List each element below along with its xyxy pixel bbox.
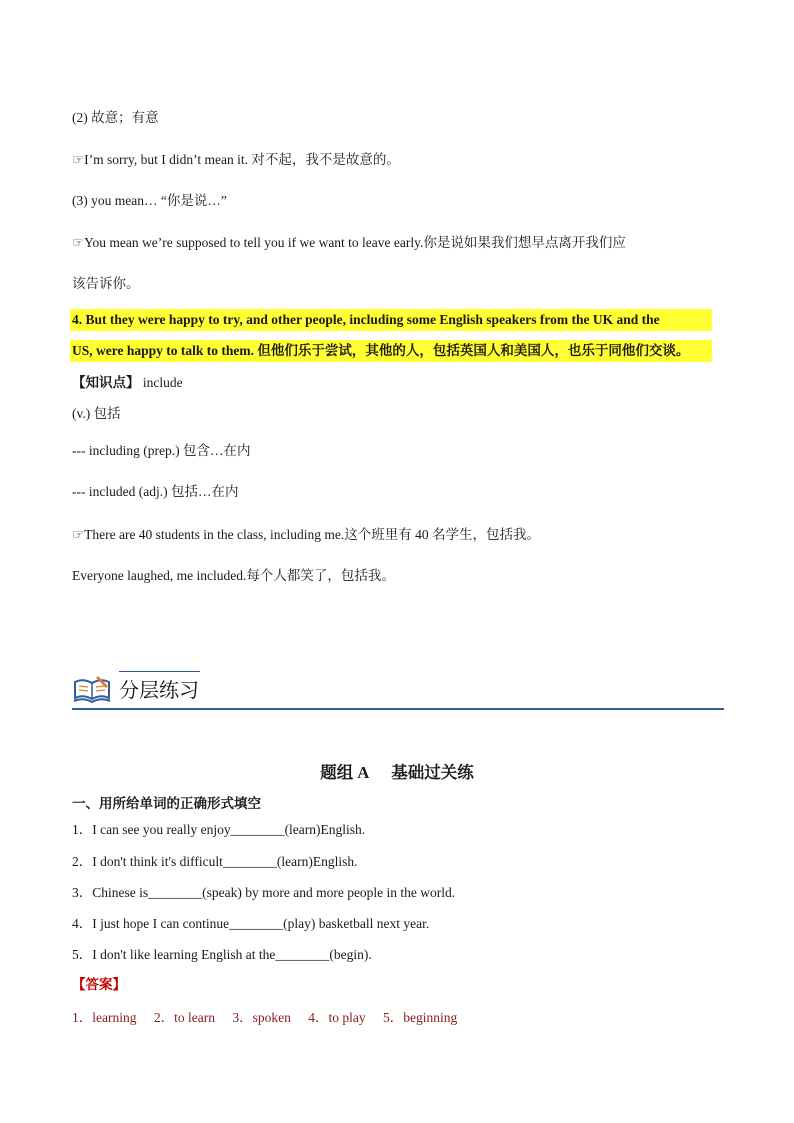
- group-subtitle: 基础过关练: [391, 763, 474, 782]
- open-book-icon: [72, 672, 112, 706]
- sense-2-example: ☞I’m sorry, but I didn’t mean it. 对不起，我不是故意的。: [72, 152, 400, 167]
- highlighted-sentence-chinese: 但他们乐于尝试，其他的人，包括英国人和美国人，也乐于同他们交谈。: [254, 343, 690, 358]
- knowledge-point-word: include: [139, 375, 183, 390]
- exercise-item-5: 5．I don't like learning English at the________(begin).: [72, 947, 372, 962]
- exercise-item-3: 3．Chinese is________(speak) by more and more people in the world.: [72, 885, 456, 900]
- knowledge-example-1: ☞There are 40 students in the class, including me.这个班里有 40 名学生，包括我。: [72, 527, 541, 542]
- answer-item: 2．to learn: [153, 1010, 215, 1025]
- answer-label: 【答案】: [72, 977, 126, 992]
- knowledge-example-2: Everyone laughed, me included.每个人都笑了，包括我。: [72, 568, 395, 583]
- knowledge-point-label: 【知识点】: [72, 375, 140, 390]
- group-title: [0, 762, 794, 784]
- group-label: 题组 A: [320, 763, 370, 782]
- highlighted-sentence-line-1: 4. But they were happy to try, and other people, including some English speakers from the UK and the: [70, 309, 712, 331]
- answer-item: 4．to play: [308, 1010, 366, 1025]
- knowledge-point: [72, 374, 183, 392]
- answer-list: [72, 1009, 471, 1027]
- sense-3-example-line-1: ☞You mean we’re supposed to tell you if we want to leave early.你是说如果我们想早点离开我们应: [72, 235, 626, 250]
- section-title-overline: [119, 671, 200, 672]
- highlighted-sentence-line-2: [70, 340, 712, 362]
- knowledge-included: --- included (adj.) 包括…在内: [72, 484, 239, 499]
- answer-item: 1．learning: [72, 1010, 137, 1025]
- knowledge-pos: (v.) 包括: [72, 406, 121, 421]
- answer-item: 5．beginning: [382, 1010, 458, 1025]
- exercise-item-2: 2．I don't think it's difficult________(learn)English.: [72, 854, 358, 869]
- sense-3-example-line-2: 该告诉你。: [72, 276, 140, 291]
- exercise-part-title: 一、用所给单词的正确形式填空: [72, 796, 261, 811]
- section-divider: [72, 708, 724, 710]
- sense-3-title: (3) you mean… “你是说…”: [72, 193, 227, 208]
- answer-item: 3．spoken: [232, 1010, 291, 1025]
- knowledge-including: --- including (prep.) 包含…在内: [72, 443, 251, 458]
- section-title: 分层练习: [119, 678, 199, 702]
- highlighted-sentence-english: US, were happy to talk to them.: [72, 343, 254, 358]
- sense-2-title: (2) 故意；有意: [72, 110, 159, 125]
- exercise-item-4: 4．I just hope I can continue________(play) basketball next year.: [72, 916, 430, 931]
- section-header: [72, 668, 724, 712]
- exercise-item-1: 1．I can see you really enjoy________(learn)English.: [72, 822, 366, 837]
